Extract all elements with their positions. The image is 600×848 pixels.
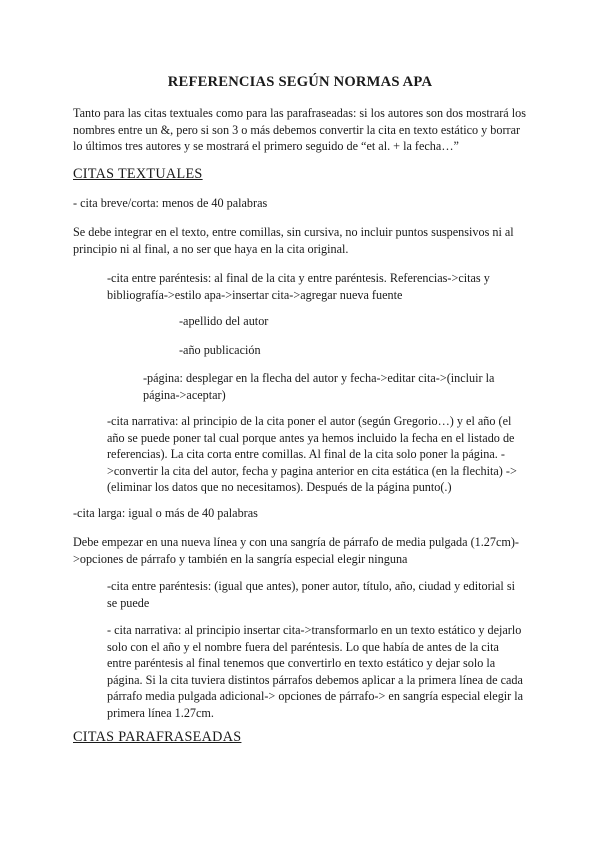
section-heading-citas-parafraseadas: CITAS PARAFRASEADAS (73, 729, 242, 745)
long-quote-label: -cita larga: igual o más de 40 palabras (73, 506, 258, 520)
long-parenthetical-note: -cita entre paréntesis: (igual que antes), poner autor, título, año, ciudad y editorial si se puede (107, 579, 515, 610)
narrative-citation-note: -cita narrativa: al principio de la cita poner el autor (según Gregorio…) y el año (el año se puede poner tal cual porque antes ya hemos incluido la fecha en el listado de referencias). La cita corta entre comillas. Al final de la cita solo poner la página. ->convertir la cita del autor, fecha y pagina anterior en cita estática (en la flechita) ->(eliminar los datos que no necesitamos). Después de la página punto(.) (107, 414, 517, 495)
brief-quote-label: - cita breve/corta: menos de 40 palabras (73, 196, 268, 210)
long-quote-description: Debe empezar en una nueva línea y con una sangría de párrafo de media pulgada (1.27cm)->opciones de párrafo y también en la sangría especial elegir ninguna (73, 535, 519, 566)
brief-quote-description: Se debe integrar en el texto, entre comillas, sin cursiva, no incluir puntos suspensivos ni al principio ni al final, a no ser que haya en la cita original. (73, 225, 514, 256)
parenthetical-citation-note: -cita entre paréntesis: al final de la cita y entre paréntesis. Referencias->citas y bibliografía->estilo apa->insertar cita->agregar nueva fuente (107, 271, 490, 302)
section-heading-citas-textuales: CITAS TEXTUALES (73, 166, 203, 182)
long-narrative-note: - cita narrativa: al principio insertar cita->transformarlo en un texto estático y dejarlo solo con el año y el nombre fuera del paréntesis. Lo que había de antes de la cita entre paréntesis al final tenemos que convertirlo en texto estático y dejar solo la página. Si la cita tuviera distintos párrafos debemos aplicar a la primera línea de cada párrafo media pulgada adicional-> opciones de párrafo-> en sangría especial elegir la primera línea 1.27cm. (107, 623, 524, 720)
publication-year-item: -año publicación (179, 343, 261, 357)
page-number-note: -página: desplegar en la flecha del autor y fecha->editar cita->(incluir la página->aceptar) (143, 371, 495, 402)
author-surname-item: -apellido del autor (179, 314, 269, 328)
intro-paragraph: Tanto para las citas textuales como para las parafraseadas: si los autores son dos mostrará los nombres entre un &, pero si son 3 o más debemos convertir la cita en texto estático y borrar lo últimos tres autores y se mostrará el primero seguido de “et al. + la fecha…” (73, 106, 526, 154)
document-title: REFERENCIAS SEGÚN NORMAS APA (167, 74, 433, 90)
